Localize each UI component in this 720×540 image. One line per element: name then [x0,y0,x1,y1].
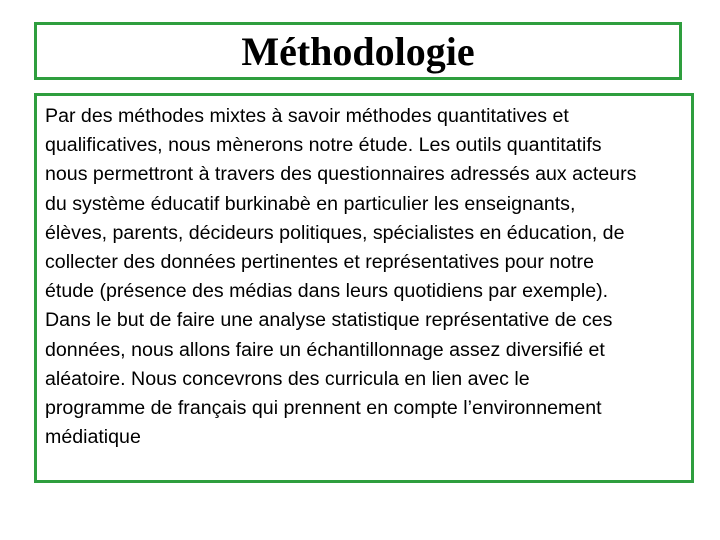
title-box [34,22,682,80]
body-paragraph: Par des méthodes mixtes à savoir méthodes quantitatives et qualificatives, nous mènerons notre étude. Les outils quantitatifs nous permettront à travers des questionnaires adressés aux acteurs du système éducatif burkinabè en particulier les enseignants, élèves, parents, décideurs politiques, spécialistes en éducation, de collecter des données pertinentes et représentatives pour notre étude (présence des médias dans leurs quotidiens par exemple). Dans le but de faire une analyse statistique représentative de ces données, nous allons faire un échantillonnage assez diversifié et aléatoire. Nous concevrons des curricula en lien avec le programme de français qui prennent en compte l’environnement médiatique [45,105,637,449]
body-text-box [34,93,694,483]
slide-title: Méthodologie [241,29,475,74]
